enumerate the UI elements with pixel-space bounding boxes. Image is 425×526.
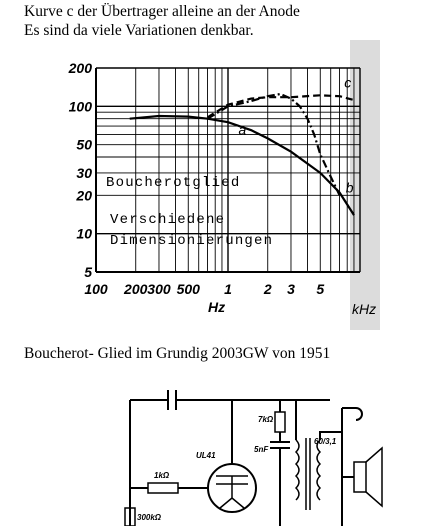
r-boucherot-label: 7kΩ [258, 415, 274, 424]
annotation-boucherotglied: Boucherotglied [106, 175, 241, 191]
annotation-dimensionierungen: Dimensionierungen [110, 233, 274, 249]
y-tick-label: 200 [68, 60, 92, 76]
tube-label: UL41 [196, 451, 216, 460]
series-label-c: c [344, 74, 352, 91]
y-tick-label: 50 [76, 136, 92, 153]
x-tick-label: 200 [124, 281, 148, 297]
series-label-a: a [238, 121, 247, 138]
y-tick-label: 100 [68, 98, 92, 115]
r-anode-label: 1kΩ [154, 471, 170, 480]
x-tick-label: 300 [147, 281, 171, 297]
coupling-capacitor [168, 390, 176, 410]
x-axis-unit-khz: kHz [352, 301, 377, 317]
grid-resistor-1k [148, 483, 178, 493]
r-grid-label: 300kΩ [137, 513, 162, 522]
intro-line-1: Kurve c der Übertrager alleine an der Anode [24, 3, 300, 20]
c-boucherot-label: 5nF [254, 445, 269, 454]
y-tick-label: 5 [84, 264, 92, 280]
output-transformer [296, 438, 320, 510]
schematic-caption: Boucherot- Glied im Grundig 2003GW von 1951 [24, 345, 331, 362]
transformer-label: 60/3,1 [314, 437, 337, 446]
boucherot-capacitor [270, 442, 290, 526]
x-axis-label: Hz [208, 299, 226, 315]
x-tick-label: 2 [263, 281, 272, 297]
intro-text [24, 2, 300, 40]
x-tick-label: 1 [224, 281, 232, 297]
series-label-b: b [345, 179, 354, 196]
y-tick-label: 20 [76, 187, 92, 204]
frequency-response-chart [60, 40, 380, 330]
annotation-verschiedene: Verschiedene [110, 212, 226, 228]
grundig-schematic [120, 380, 410, 526]
y-tick-label: 30 [76, 164, 92, 181]
x-tick-label: 100 [84, 281, 108, 297]
x-tick-label: 500 [176, 281, 200, 297]
boucherot-resistor [275, 412, 285, 432]
speaker-body [354, 462, 366, 492]
y-tick-label: 10 [76, 225, 92, 242]
intro-line-2: Es sind da viele Variationen denkbar. [24, 22, 254, 39]
x-tick-label: 3 [287, 281, 295, 297]
speaker-cone [366, 448, 382, 506]
x-tick-label: 5 [316, 281, 325, 297]
